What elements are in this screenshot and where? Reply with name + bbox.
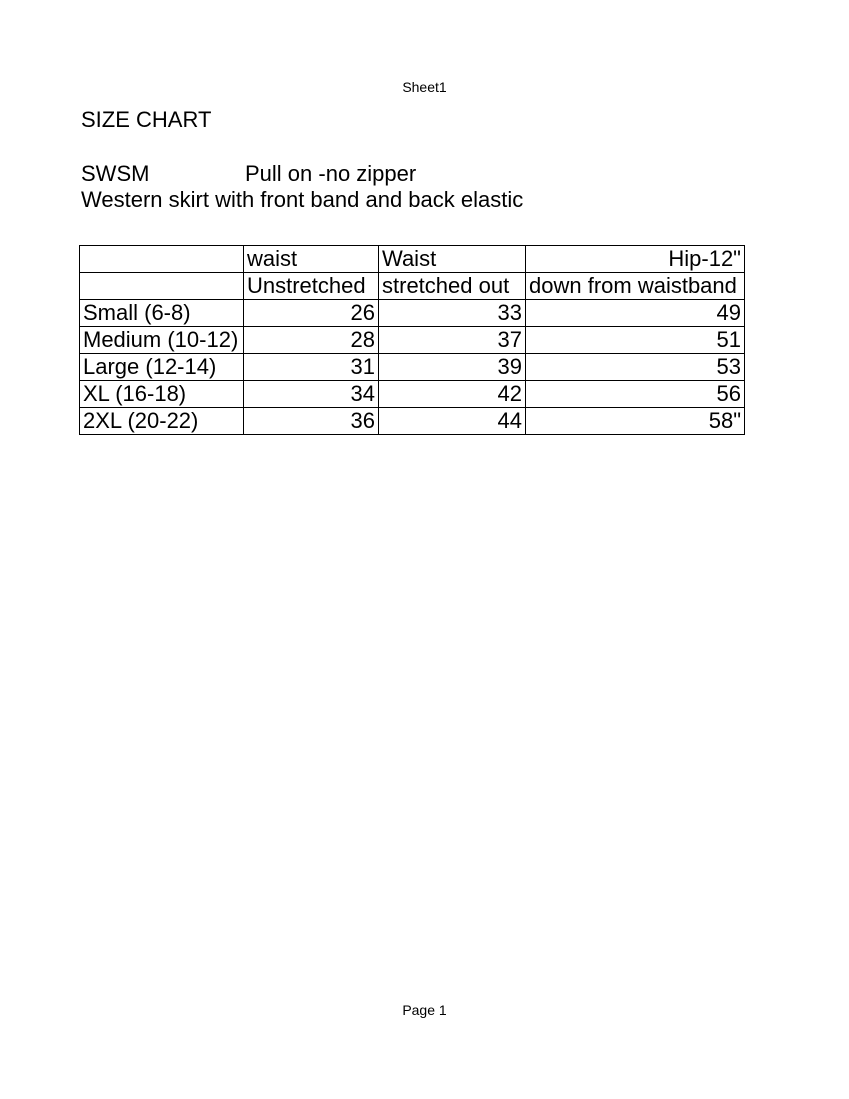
size-label-cell: XL (16-18) — [80, 381, 244, 408]
value-cell: 33 — [379, 300, 526, 327]
value-cell: 53 — [526, 354, 745, 381]
value-cell: 39 — [379, 354, 526, 381]
header-cell-blank — [80, 273, 244, 300]
header-cell-waist-unstretched-line1: waist — [244, 246, 379, 273]
value-cell: 31 — [244, 354, 379, 381]
table-row — [80, 354, 745, 381]
page-title: SIZE CHART — [81, 107, 212, 132]
value-cell: 56 — [526, 381, 745, 408]
header-cell-hip-line2: down from waistband — [526, 273, 745, 300]
product-description: Western skirt with front band and back elastic — [81, 187, 524, 212]
page-footer-label: Page 1 — [402, 1002, 447, 1018]
header-cell-waist-unstretched-line2: Unstretched — [244, 273, 379, 300]
value-cell: 49 — [526, 300, 745, 327]
product-code: SWSM — [81, 161, 150, 186]
value-cell: 34 — [244, 381, 379, 408]
table-row — [80, 300, 745, 327]
size-label-cell: Large (12-14) — [80, 354, 244, 381]
value-cell: 28 — [244, 327, 379, 354]
value-cell: 26 — [244, 300, 379, 327]
header-row-1 — [80, 246, 745, 273]
product-style: Pull on -no zipper — [245, 161, 417, 186]
header-cell-waist-stretched-line1: Waist — [379, 246, 526, 273]
size-label-cell: 2XL (20-22) — [80, 408, 244, 435]
header-cell-blank — [80, 246, 244, 273]
table-row — [80, 408, 745, 435]
header-cell-hip-line1: Hip-12" — [526, 246, 745, 273]
table-row — [80, 327, 745, 354]
header-row-2 — [80, 273, 745, 300]
value-cell: 51 — [526, 327, 745, 354]
size-label-cell: Medium (10-12) — [80, 327, 244, 354]
size-chart-table — [79, 245, 745, 435]
value-cell: 36 — [244, 408, 379, 435]
table-row — [80, 381, 745, 408]
header-cell-waist-stretched-line2: stretched out — [379, 273, 526, 300]
value-cell: 42 — [379, 381, 526, 408]
product-line — [81, 160, 801, 187]
value-cell: 58" — [526, 408, 745, 435]
value-cell: 44 — [379, 408, 526, 435]
sheet-header-label: Sheet1 — [402, 79, 447, 95]
size-label-cell: Small (6-8) — [80, 300, 244, 327]
value-cell: 37 — [379, 327, 526, 354]
